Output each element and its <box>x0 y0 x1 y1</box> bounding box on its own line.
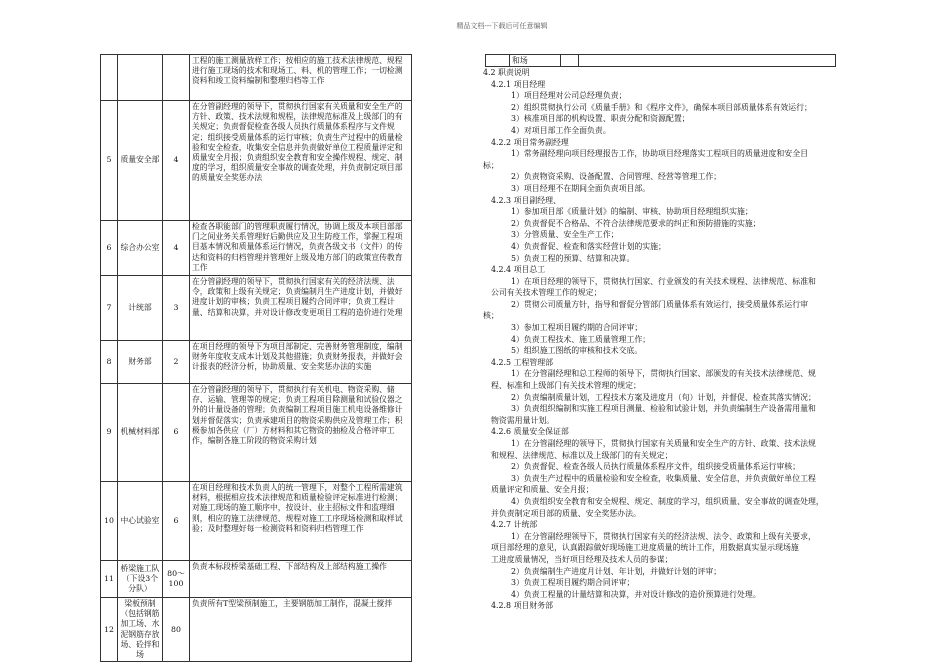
text-line: 4.2.7 计统部 <box>491 520 538 530</box>
staff-count <box>163 55 190 101</box>
text-line: 3）负责组织编制和实施工程项目测量、检验和试验计划，并负责编制生产设备需用量和 <box>511 404 816 414</box>
table-row <box>101 482 412 561</box>
duty-description: 工程的施工测量放样工作；按相应的施工技术法律规范、规程进行施工现场的技术和现场工、料、机的管理工作；一切检测资料和竣工资料编制和整理归档等工作 <box>190 55 412 101</box>
text-line: 项目部经理的意见，认真跟踪做好现场施工进度质量的统计工作，用数据真实显示现场施 <box>491 543 799 553</box>
department-name: 计统部 <box>118 276 163 341</box>
text-line: 3）核准项目部的机构设置、职责分配和资源配置； <box>511 114 690 124</box>
department-name: 机械材料部 <box>118 384 163 482</box>
text-line: 4.2.6 质量安全保证部 <box>491 427 569 437</box>
text-line: 1）在分管副经理和总工程师的领导下，贯彻执行国家、部颁发的有关技术法律规范、规 <box>511 369 816 379</box>
table-row <box>101 384 412 482</box>
row-number: 7 <box>101 276 118 341</box>
staff-count: 2 <box>163 341 190 384</box>
staff-count: 3 <box>163 276 190 341</box>
duty-description: 负责所有T型梁预制施工，主要钢筋加工制作，混凝土搅拌 <box>190 598 412 662</box>
text-line: 4.2.3 项目副经理、 <box>491 195 561 205</box>
table-row <box>101 598 412 662</box>
text-line: 2）负责编制质量计划，工程技术方案及进度月（旬）计划，并督促、检查其落实情况； <box>511 392 816 402</box>
duty-description: 负责本标段桥梁基础工程、下部结构及上部结构施工操作 <box>190 561 412 598</box>
table-row <box>486 55 836 67</box>
row-number: 12 <box>101 598 118 662</box>
text-line: 2）贯彻公司质量方针，指导和督促分管部门质量体系有效运行，接受质量体系运行审 <box>511 299 808 309</box>
department-duty-table <box>100 54 412 662</box>
table-cell <box>486 55 510 67</box>
row-number: 6 <box>101 221 118 276</box>
text-line: 1）在分管副经理领导下，贯彻执行国家有关的经济法规、法令、政策和上级有关要求， <box>511 531 816 541</box>
text-line: 质量评定和质量、安全月报； <box>491 485 594 495</box>
text-line: 2）负责编制生产进度月计划、年计划，并做好计划的评审； <box>511 566 722 576</box>
table-cell-name: 和场 <box>510 55 561 67</box>
staff-count: 6 <box>163 384 190 482</box>
text-line: 4）负责工程量的计量结算和决算，并对设计修改的造价预算进行处理。 <box>511 589 761 599</box>
text-line: 核； <box>483 311 499 321</box>
text-line: 和规程、法律规范、标准以及上级部门的有关规定； <box>491 450 673 460</box>
table-cell <box>561 55 579 67</box>
department-name: 质量安全部 <box>118 101 163 221</box>
table-row <box>101 101 412 221</box>
text-line: 3）分管质量、安全生产工作； <box>511 230 619 240</box>
staff-count: 4 <box>163 101 190 221</box>
department-name: 综合办公室 <box>118 221 163 276</box>
text-line: 4.2 职责说明 <box>483 68 530 77</box>
row-number: 9 <box>101 384 118 482</box>
table-row <box>101 561 412 598</box>
text-line: 2）负责督促不合格品、不符合法律规范要求的纠正和预防措施的实施； <box>511 218 761 228</box>
text-line: 1）参加项目部《质量计划》的编制、审核、协助项目经理组织实施； <box>511 207 753 217</box>
duty-text-lines <box>481 67 859 612</box>
text-line: 5）组织施工图纸的审核和技术交底。 <box>511 346 643 356</box>
text-line: 4）负责督促、检查和落实经营计划的实施； <box>511 241 666 251</box>
row-number: 5 <box>101 101 118 221</box>
table-row <box>101 55 412 101</box>
text-line: 4.2.2 项目常务副经理 <box>491 137 569 147</box>
table-row <box>101 276 412 341</box>
text-line: 3）项目经理不在期间全面负责项目部。 <box>511 183 651 193</box>
text-line: 3）负责生产过程中的质量检验和安全检查，收集质量、安全信息，并负责做好单位工程 <box>511 473 816 483</box>
department-name: 中心试验室 <box>118 482 163 561</box>
row-number: 8 <box>101 341 118 384</box>
text-line: 物资需用量计划。 <box>491 415 555 425</box>
text-line: 3）参加工程项目履约期的合同评审； <box>511 323 643 333</box>
text-line: 并负责制定项目部的质量、安全奖惩办法。 <box>491 508 641 518</box>
text-line: 公司有关技术管理工作的规定； <box>491 288 602 298</box>
text-line: 3）负责工程项目履约期合同评审； <box>511 578 635 588</box>
staff-count: 4 <box>163 221 190 276</box>
department-name <box>118 55 163 101</box>
duty-description: 检查各职能部门的管理职责履行情况，协调上级及本项目部部门之间业务关系管理好后勤供应及卫生防疫工作，掌握工程项目基本情况和质量体系运行情况，负责各级文书（文件）的传达和资料的归档管理并管理好上级及地方部门的政策宣传教育工作 <box>190 221 412 276</box>
text-line: 4.2.1 项目经理 <box>491 79 546 89</box>
table-row <box>101 221 412 276</box>
table-row <box>101 341 412 384</box>
staff-count: 80～100 <box>163 561 190 598</box>
duty-description: 在分管副经理的领导下，贯彻执行国家有关质量和安全生产的方针、政策、技术法规和规程，法律规范标准及上级部门的有关规定；负责督促检查各级人员执行质量体系程序与文件规定；组织接受质量体系的运行审核；负责生产过程中的质量检验和安全检查，收集安全信息并负责做好单位工程质量评定和质量安全月报；负责组织安全教育和安全操作规程、规定、制度的学习，组织质量安全事故的调查处理，并负责制定项目部的质量安全奖惩办法 <box>190 101 412 221</box>
text-line: 4）负责工程技术、施工质量管理工作； <box>511 334 651 344</box>
row-number: 11 <box>101 561 118 598</box>
text-line: 4.2.8 项目财务部 <box>491 601 554 611</box>
text-line: 4.2.4 项目总工 <box>491 265 546 275</box>
text-line: 5）负责工程的预算、结算和决算。 <box>511 253 635 263</box>
row-number <box>101 55 118 101</box>
department-name: 桥梁施工队（下设3个分队） <box>118 561 163 598</box>
duty-description: 在分管副经理的领导下，贯彻执行国家有关的经济法规、法令，政策和上级有关规定；负责编制月生产进度计划，并做好进度计划的审核；负责工程项目履约合同评审；负责工程计量、结算和决算，并对设计修改变更项目工程的造价进行处理 <box>190 276 412 341</box>
duty-description-column <box>481 54 859 612</box>
text-line: 2）负责督促、检查各级人员执行质量体系程序文件，组织接受质量体系运行审核； <box>511 462 801 472</box>
text-line: 2）组织贯彻执行公司《质量手册》和《程序文件》，确保本项目部质量体系有效运行； <box>511 102 812 112</box>
text-line: 标； <box>483 160 499 170</box>
header-note: 精品文档---下载后可任意编辑 <box>456 22 548 30</box>
duty-description: 在项目经理的领导下为项目部制定、完善财务管理制度，编制财务年度收支成本计划及其他措施；负责财务报表，并做好会计报表的经济分析，协助质量、安全奖惩办法的实施 <box>190 341 412 384</box>
staff-count: 6 <box>163 482 190 561</box>
text-line: 程、标准和上级部门有关技术管理的规定； <box>491 381 641 391</box>
table-cell <box>579 55 836 67</box>
text-line: 1）在分管副经理的领导下，贯彻执行国家有关质量和安全生产的方针、政策、技术法规 <box>511 439 816 448</box>
text-line: 1）常务副经理向项目经理报告工作，协助项目经理落实工程项目的质量进度和安全目 <box>511 149 808 159</box>
text-line: 4）对项目部工作全面负责。 <box>511 125 611 135</box>
duty-description: 在分管副经理的领导下，贯彻执行有关机电、物资采购、储存、运输、管理等的规定；负责工程项目除测量和试验仪器之外的计量设备的管理；负责编制工程项目施工机电设备维修计划并督促落实；负责承建项目的物资采购供应及管理工作；积极参加各供应（厂）方材料和其它物资的抽检及合格评审工作，编制各施工阶段的物资采购计划 <box>190 384 412 482</box>
text-line: 1）在项目经理的领导下，贯彻执行国家、行业颁发的有关技术规程、法律规范、标准和 <box>511 276 816 286</box>
department-duty-table-body <box>101 55 412 662</box>
text-line: 工进度质量情况，当好项目经理及技术人员的参谋； <box>491 554 673 564</box>
text-line: 1）项目经理对公司总经理负责； <box>511 91 627 101</box>
text-line: 4）负责组织安全教育和安全规程、规定、制度的学习，组织质量、安全事故的调查处理， <box>511 496 824 506</box>
text-line: 4.2.5 工程管理部 <box>491 357 554 367</box>
table-continuation <box>485 54 836 67</box>
row-number: 10 <box>101 482 118 561</box>
department-name: 财务部 <box>118 341 163 384</box>
department-name: 梁板预制（包括钢筋加工场、水泥钢筋存放场、砼拌和场 <box>118 598 163 662</box>
text-line: 2）负责物资采购、设备配置、合同管理、经营等管理工作； <box>511 172 722 182</box>
staff-count: 80 <box>163 598 190 662</box>
duty-description: 在项目经理和技术负责人的统一管理下，对整个工程所需建筑材料，根据相应技术法律规范和质量检验评定标准进行检测；对施工现场的施工顺序中，按设计、业主招标文件和监理细则，相应的施工法律规范、规程对施工工序现场检测和取样试验；及时整理好每一检测资料和资料归档管理工作 <box>190 482 412 561</box>
